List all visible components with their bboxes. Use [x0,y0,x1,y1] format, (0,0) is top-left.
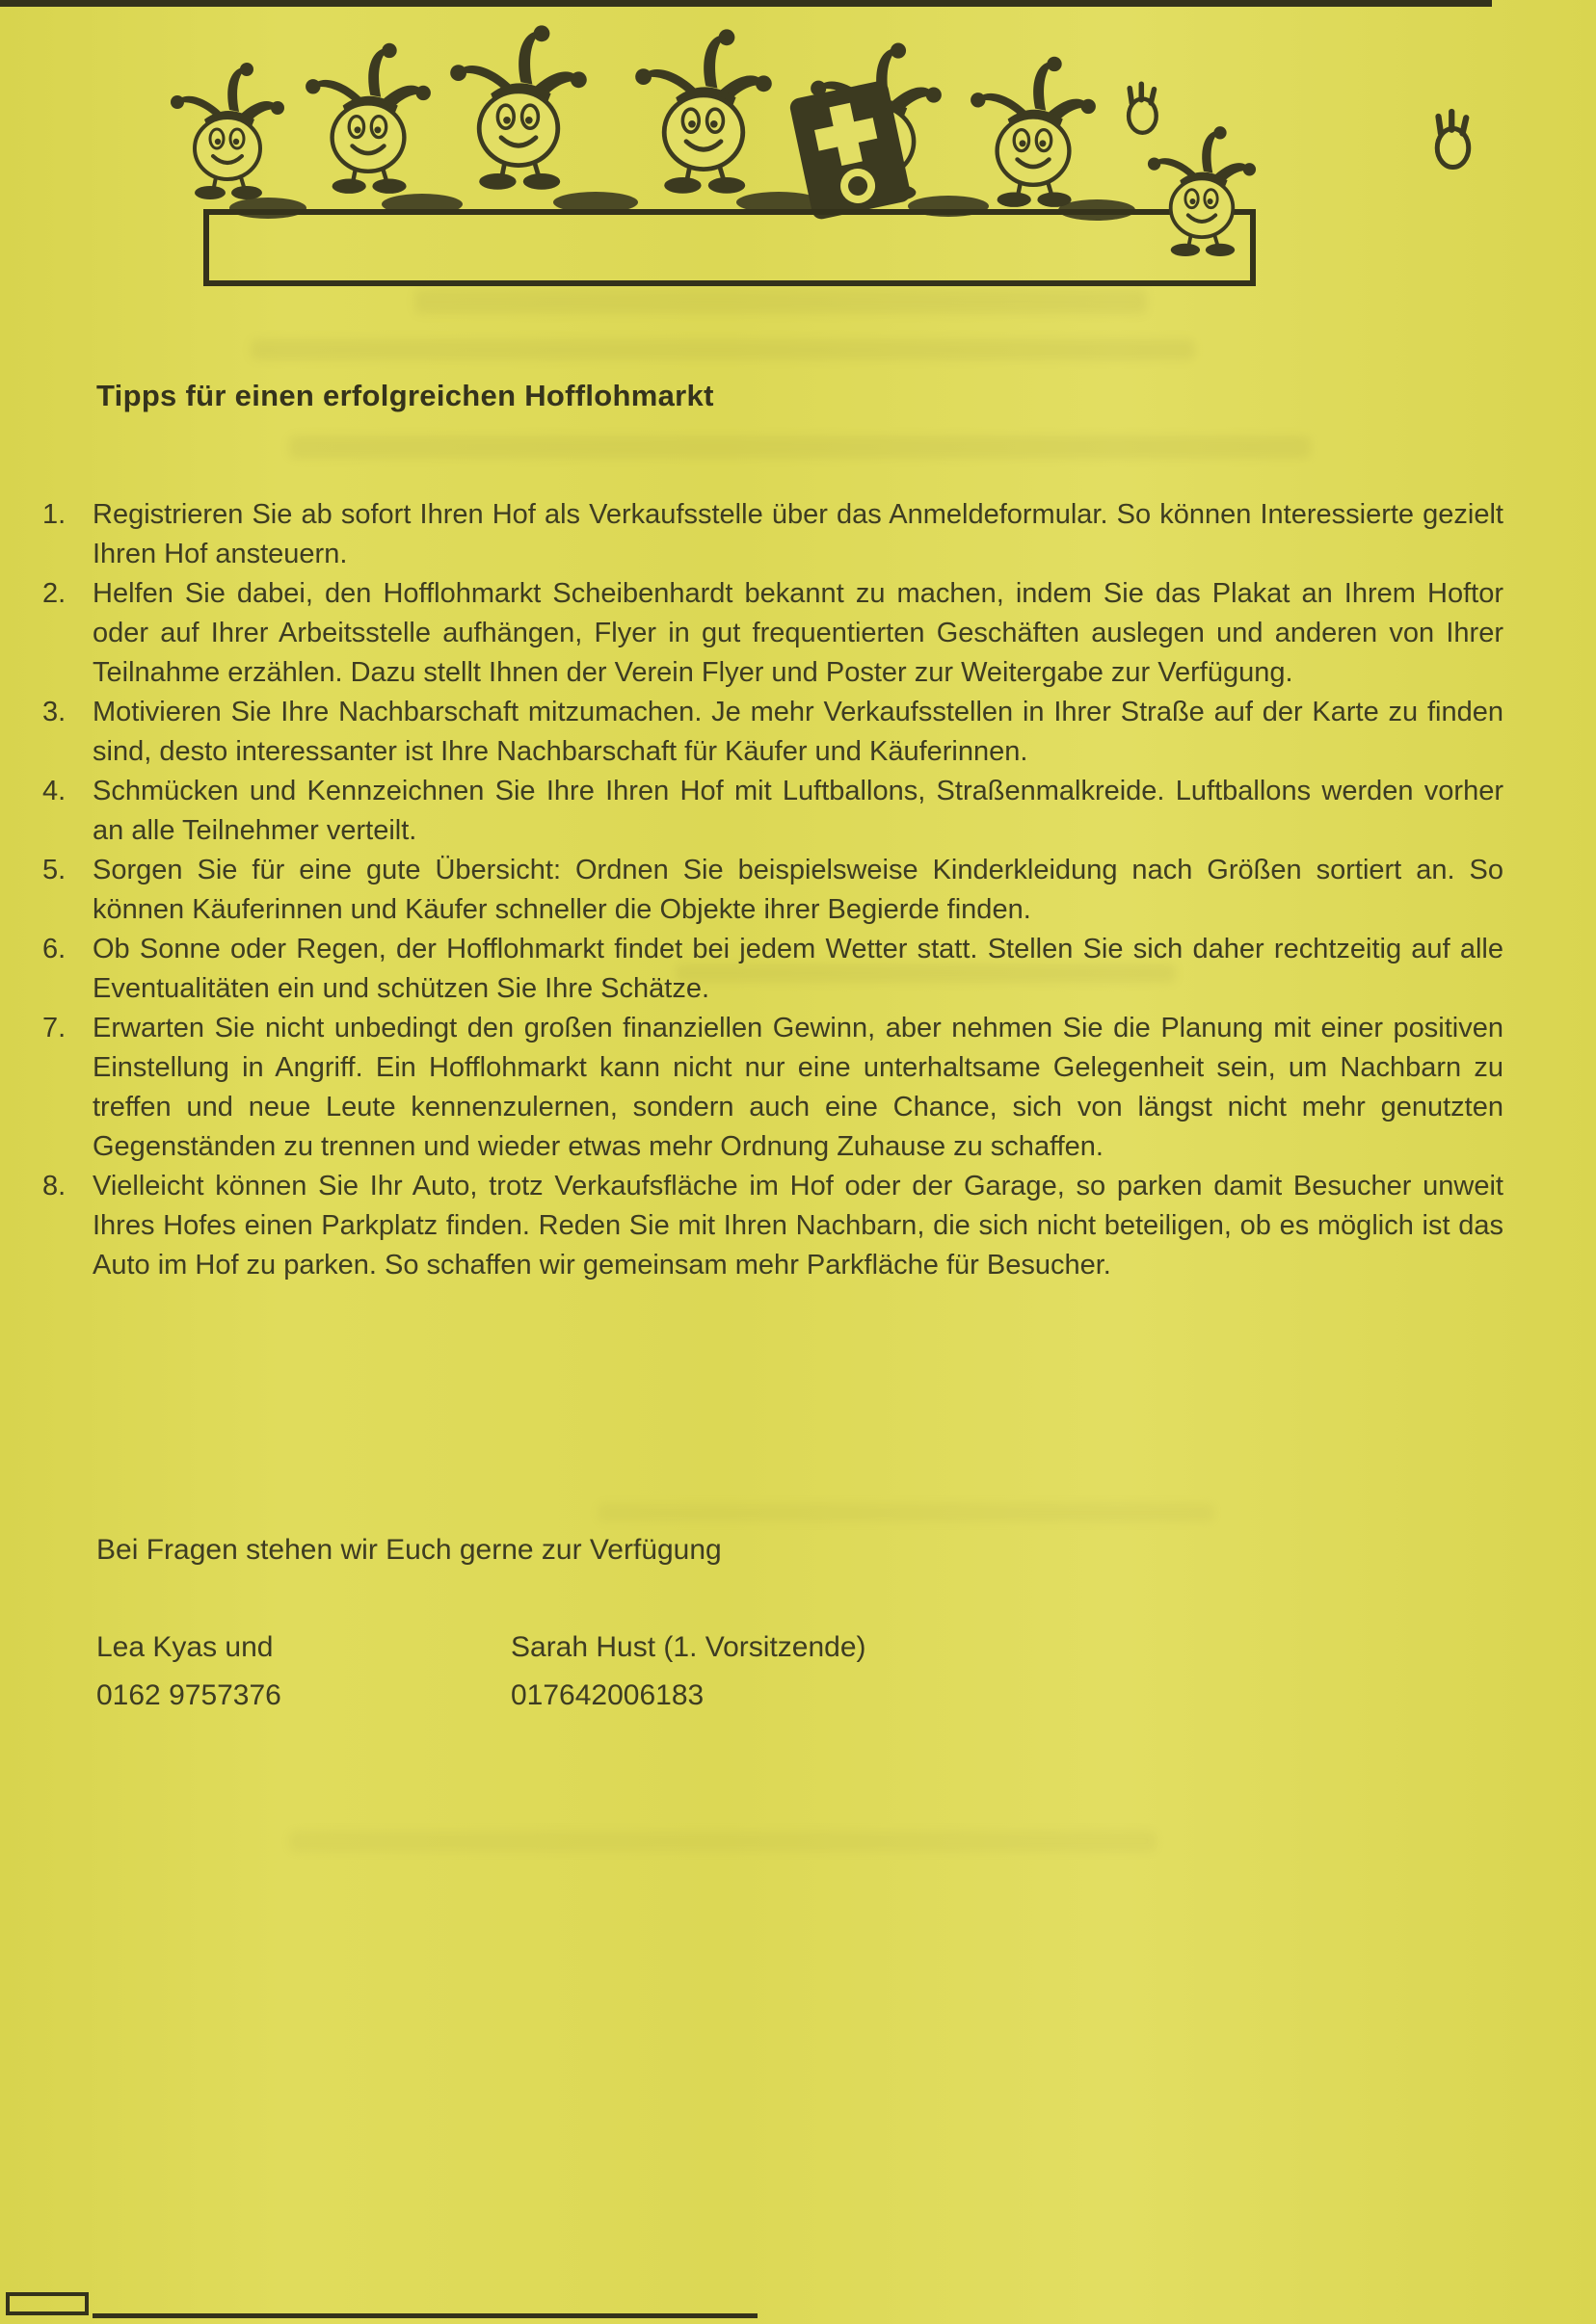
scan-corner-mark [6,2292,89,2315]
tip-text: Helfen Sie dabei, den Hofflohmarkt Scheibenhardt bekannt zu machen, indem Sie das Plakat an Ihrem Hoftor oder auf Ihrer Arbeitsstelle aufhängen, Flyer in gut frequentierten Geschäften auslegen und anderen von Ihrer Teilnahme erzählen. Dazu stellt Ihnen der Verein Flyer und Poster zur Weitergabe zur Verfügung. [93,578,1503,688]
tip-text: Motivieren Sie Ihre Nachbarschaft mitzumachen. Je mehr Verkaufsstellen in Ihrer Straße auf der Karte zu finden sind, desto interessanter ist Ihre Nachbarschaft für Käufer und Käuferinnen. [93,697,1503,767]
jester-mascots-illustration [114,6,1482,295]
tip-item [42,851,1503,930]
contact-name: Lea Kyas und [96,1631,274,1663]
tip-item [42,772,1503,851]
contacts-block [96,1626,866,1717]
tip-number: 7. [42,1013,66,1043]
tip-item [42,574,1503,693]
tip-number: 3. [42,697,66,727]
tip-item [42,1009,1503,1167]
tip-item [42,930,1503,1009]
tip-text: Sorgen Sie für eine gute Übersicht: Ordnen Sie beispielsweise Kinderkleidung nach Größen sortiert an. So können Käuferinnen und Käufer schneller die Objekte ihrer Begierde finden. [93,855,1503,925]
tip-item [42,1167,1503,1285]
tips-list [42,495,1503,1285]
contact-phone: 017642006183 [511,1679,705,1711]
page-title: Tipps für einen erfolgreichen Hofflohmarkt [96,379,714,412]
tip-text: Vielleicht können Sie Ihr Auto, trotz Verkaufsfläche im Hof oder der Garage, so parken damit Besucher unweit Ihres Hofes einen Parkplatz finden. Reden Sie mit Ihren Nachbarn, die sich nicht beteiligen, ob es möglich ist das Auto im Hof zu parken. So schaffen wir gemeinsam mehr Parkfläche für Besucher. [93,1171,1503,1281]
tip-number: 2. [42,578,66,609]
tip-text: Ob Sonne oder Regen, der Hofflohmarkt findet bei jedem Wetter statt. Stellen Sie sich daher rechtzeitig auf alle Eventualitäten ein und schützen Sie Ihre Schätze. [93,934,1503,1004]
tip-text: Erwarten Sie nicht unbedingt den großen finanziellen Gewinn, aber nehmen Sie die Planung mit einer positiven Einstellung in Angriff. Ein Hofflohmarkt kann nicht nur eine unterhaltsame Gelegenheit sein, um Nachbarn zu treffen und neue Leute kennenzulernen, sondern auch eine Chance, sich von längst nicht mehr genutzten Gegenständen zu trennen und wieder etwas mehr Ordnung Zuhause zu schaffen. [93,1013,1503,1162]
jester-mascots-svg [114,6,1482,295]
contact-phone: 0162 9757376 [96,1679,281,1711]
tip-number: 8. [42,1171,66,1202]
bleedthrough-smudge [289,436,1311,459]
tip-text: Registrieren Sie ab sofort Ihren Hof als Verkaufsstelle über das Anmeldeformular. So können Interessierte gezielt Ihren Hof ansteuern. [93,499,1503,569]
scan-bottom-line [93,2313,758,2318]
tip-item [42,495,1503,574]
contact-name: Sarah Hust (1. Vorsitzende) [511,1631,866,1663]
tip-number: 5. [42,855,66,885]
tip-text: Schmücken und Kennzeichnen Sie Ihre Ihren Hof mit Luftballons, Straßenmalkreide. Luftballons werden vorher an alle Teilnehmer verteilt. [93,776,1503,846]
bleedthrough-smudge [289,1831,1157,1852]
closing-line: Bei Fragen stehen wir Euch gerne zur Verfügung [96,1534,722,1566]
bleedthrough-smudge [251,339,1195,360]
tip-number: 1. [42,499,66,530]
tip-item [42,693,1503,772]
banner-sign [206,212,1253,283]
tip-number: 6. [42,934,66,964]
bleedthrough-smudge [598,1503,1214,1522]
tip-number: 4. [42,776,66,806]
